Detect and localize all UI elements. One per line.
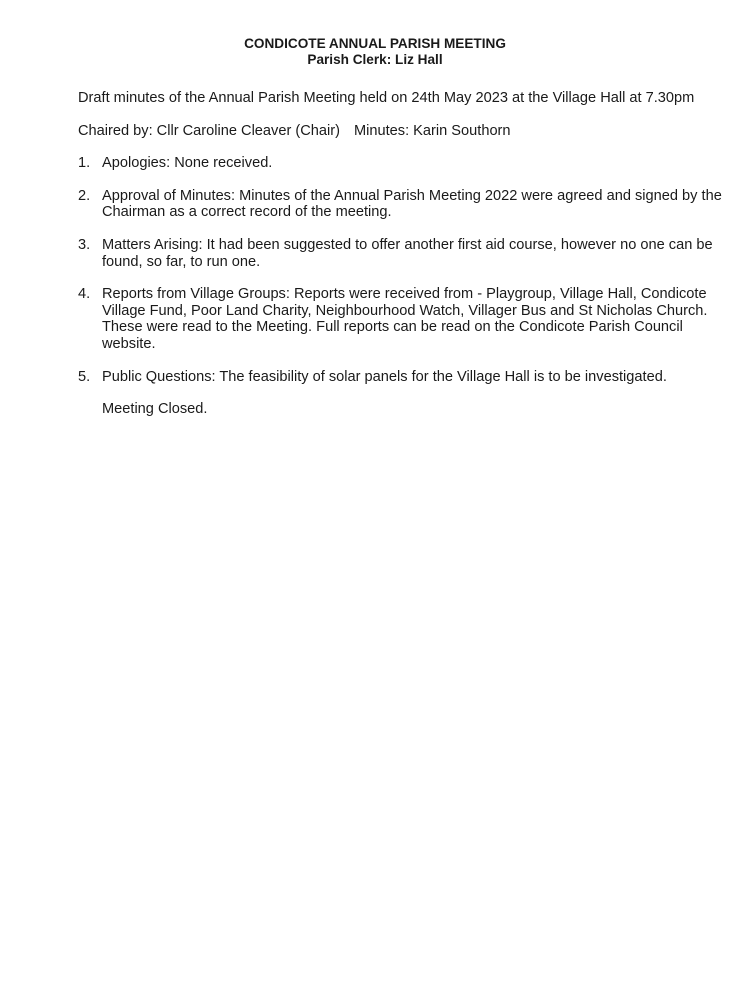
item-number: 2. [78,187,91,204]
item-text: Approval of Minutes: Minutes of the Annual Parish Meeting 2022 were agreed and signed by the Chairman as a correct record of the meeting. [102,187,722,221]
chair-line [78,123,724,140]
item-number: 4. [78,286,91,303]
item-text: Reports from Village Groups: Reports were received from - Playgroup, Village Hall, Condicote Village Fund, Poor Land Charity, Neighbourhood Watch, Villager Bus and St Nicholas Church. These were read to the Meeting. Full reports can be read on the Condicote Parish Council website. [102,286,708,352]
minutes-by: Minutes: Karin Southorn [353,122,511,139]
item-text: Public Questions: The feasibility of solar panels for the Village Hall is to be investigated. [102,368,667,385]
item-text: Apologies: None received. [102,155,273,172]
item-text: Matters Arising: It had been suggested to offer another first aid course, however no one can be found, so far, to run one. [102,236,713,270]
parish-clerk-line: Parish Clerk: Liz Hall [307,52,443,67]
intro-paragraph: Draft minutes of the Annual Parish Meeting held on 24th May 2023 at the Village Hall at 7.30pm [78,90,695,106]
item-number: 3. [78,236,91,253]
item-number: 1. [78,155,91,172]
minutes-item [78,188,724,221]
minutes-item [78,369,724,386]
document-header [0,36,750,68]
minutes-item [78,237,724,270]
chaired-by: Chaired by: Cllr Caroline Cleaver (Chair) [78,122,340,139]
minutes-list [78,155,724,385]
meeting-closed: Meeting Closed. [102,401,208,418]
item-number: 5. [78,368,91,385]
document-title: CONDICOTE ANNUAL PARISH MEETING [244,36,506,51]
minutes-item [78,286,724,352]
minutes-item [78,155,724,172]
